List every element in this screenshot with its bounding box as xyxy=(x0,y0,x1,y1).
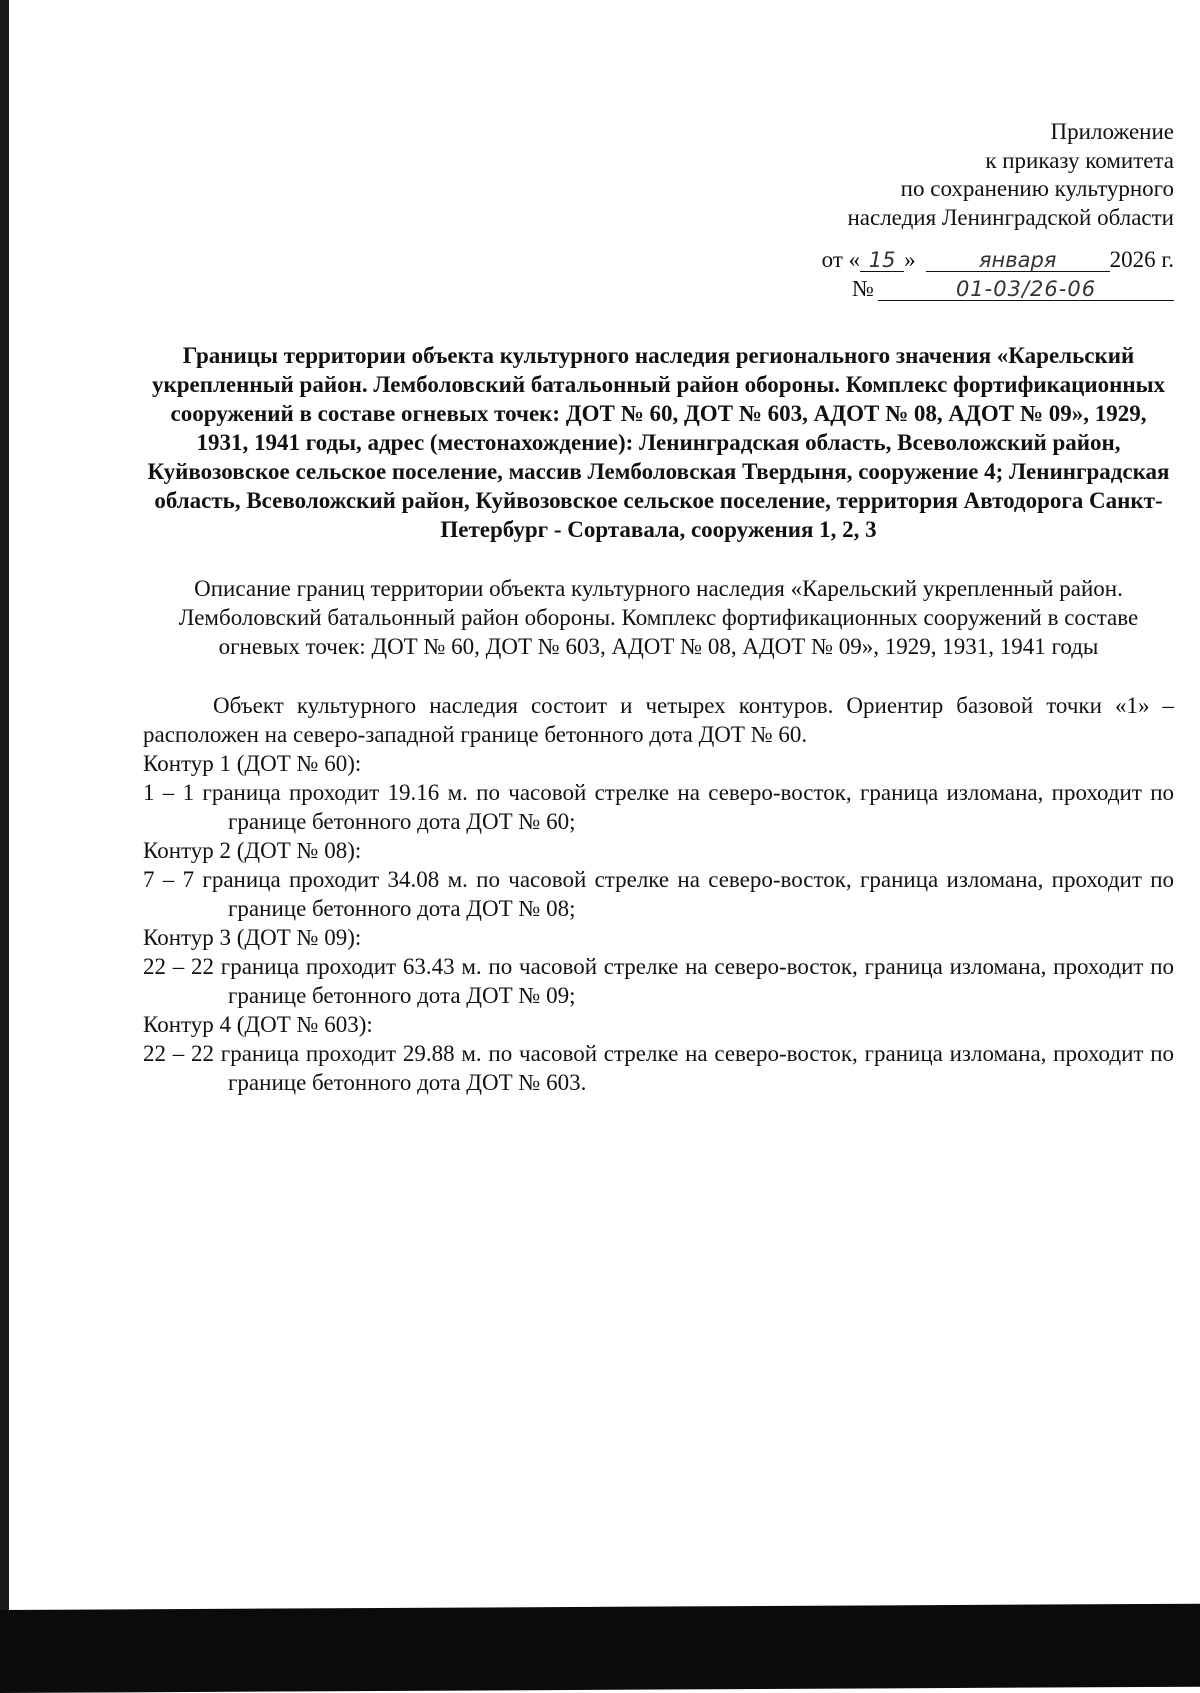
order-number-row xyxy=(852,275,1174,304)
order-date-block xyxy=(143,246,1174,308)
appendix-header xyxy=(143,118,1174,232)
contour-label-3: Контур 3 (ДОТ № 09): xyxy=(143,925,362,950)
date-quote-close: » xyxy=(904,247,916,272)
appendix-line-3: по сохранению культурного xyxy=(900,176,1174,201)
contour-boundary-2: 7 – 7 граница проходит 34.08 м. по часовой стрелке на северо-восток, граница изломана, проходит по границе бетонного дота ДОТ № 08; xyxy=(143,867,1174,921)
number-label: № xyxy=(852,276,874,301)
contour-boundary-3: 22 – 22 граница проходит 63.43 м. по часовой стрелке на северо-восток, граница изломана, проходит по границе бетонного дота ДОТ № 09; xyxy=(143,954,1174,1008)
order-date-row xyxy=(822,246,1174,275)
contour-label-2: Контур 2 (ДОТ № 08): xyxy=(143,838,362,863)
intro-paragraph: Объект культурного наследия состоит и четырех контуров. Ориентир базовой точки «1» – расположен на северо-западной границе бетонного дота ДОТ № 60. xyxy=(143,693,1174,747)
contour-label-4: Контур 4 (ДОТ № 603): xyxy=(143,1012,373,1037)
document-page xyxy=(143,118,1174,1097)
handwritten-order-number: 01-03/26-06 xyxy=(878,278,1174,301)
date-year: 2026 г. xyxy=(1109,247,1174,272)
appendix-line-1: Приложение xyxy=(1050,119,1174,144)
boundary-description xyxy=(143,691,1174,1097)
appendix-line-2: к приказу комитета xyxy=(985,147,1174,173)
date-prefix: от « xyxy=(821,247,861,272)
contour-label-1: Контур 1 (ДОТ № 60): xyxy=(143,751,362,776)
appendix-line-4: наследия Ленинградской области xyxy=(847,204,1174,230)
contour-boundary-4: 22 – 22 граница проходит 29.88 м. по часовой стрелке на северо-восток, граница изломана, проходит по границе бетонного дота ДОТ № 603. xyxy=(143,1041,1174,1095)
document-subtitle: Описание границ территории объекта культурного наследия «Карельский укрепленный район. Лемболовский батальонный район обороны. Комплекс фортификационных сооружений в составе огневых точек: ДОТ № 60, ДОТ № 603, АДОТ № 08, АДОТ № 09», 1929, 1931, 1941 годы xyxy=(178,576,1139,659)
handwritten-day: 15 xyxy=(860,249,904,272)
scan-bottom-edge xyxy=(0,1604,1200,1693)
scan-edge-left xyxy=(0,0,9,1625)
contour-boundary-1: 1 – 1 граница проходит 19.16 м. по часовой стрелке на северо-восток, граница изломана, проходит по границе бетонного дота ДОТ № 60; xyxy=(143,780,1174,834)
document-title: Границы территории объекта культурного наследия регионального значения «Карельский укрепленный район. Лемболовский батальонный район обороны. Комплекс фортификационных сооружений в составе огневых точек: ДОТ № 60, ДОТ № 603, АДОТ № 08, АДОТ № 09», 1929, 1931, 1941 годы, адрес (местонахождение): Ленинградская область, Всеволожский район, Куйвозовское сельское поселение, массив Лемболовская Твердыня, сооружение 4; Ленинградская область, Всеволожский район, Куйвозовское сельское поселение, территория Автодорога Санкт-Петербург - Сортавала, сооружения 1, 2, 3 xyxy=(147,343,1170,542)
handwritten-month: января xyxy=(926,249,1110,272)
